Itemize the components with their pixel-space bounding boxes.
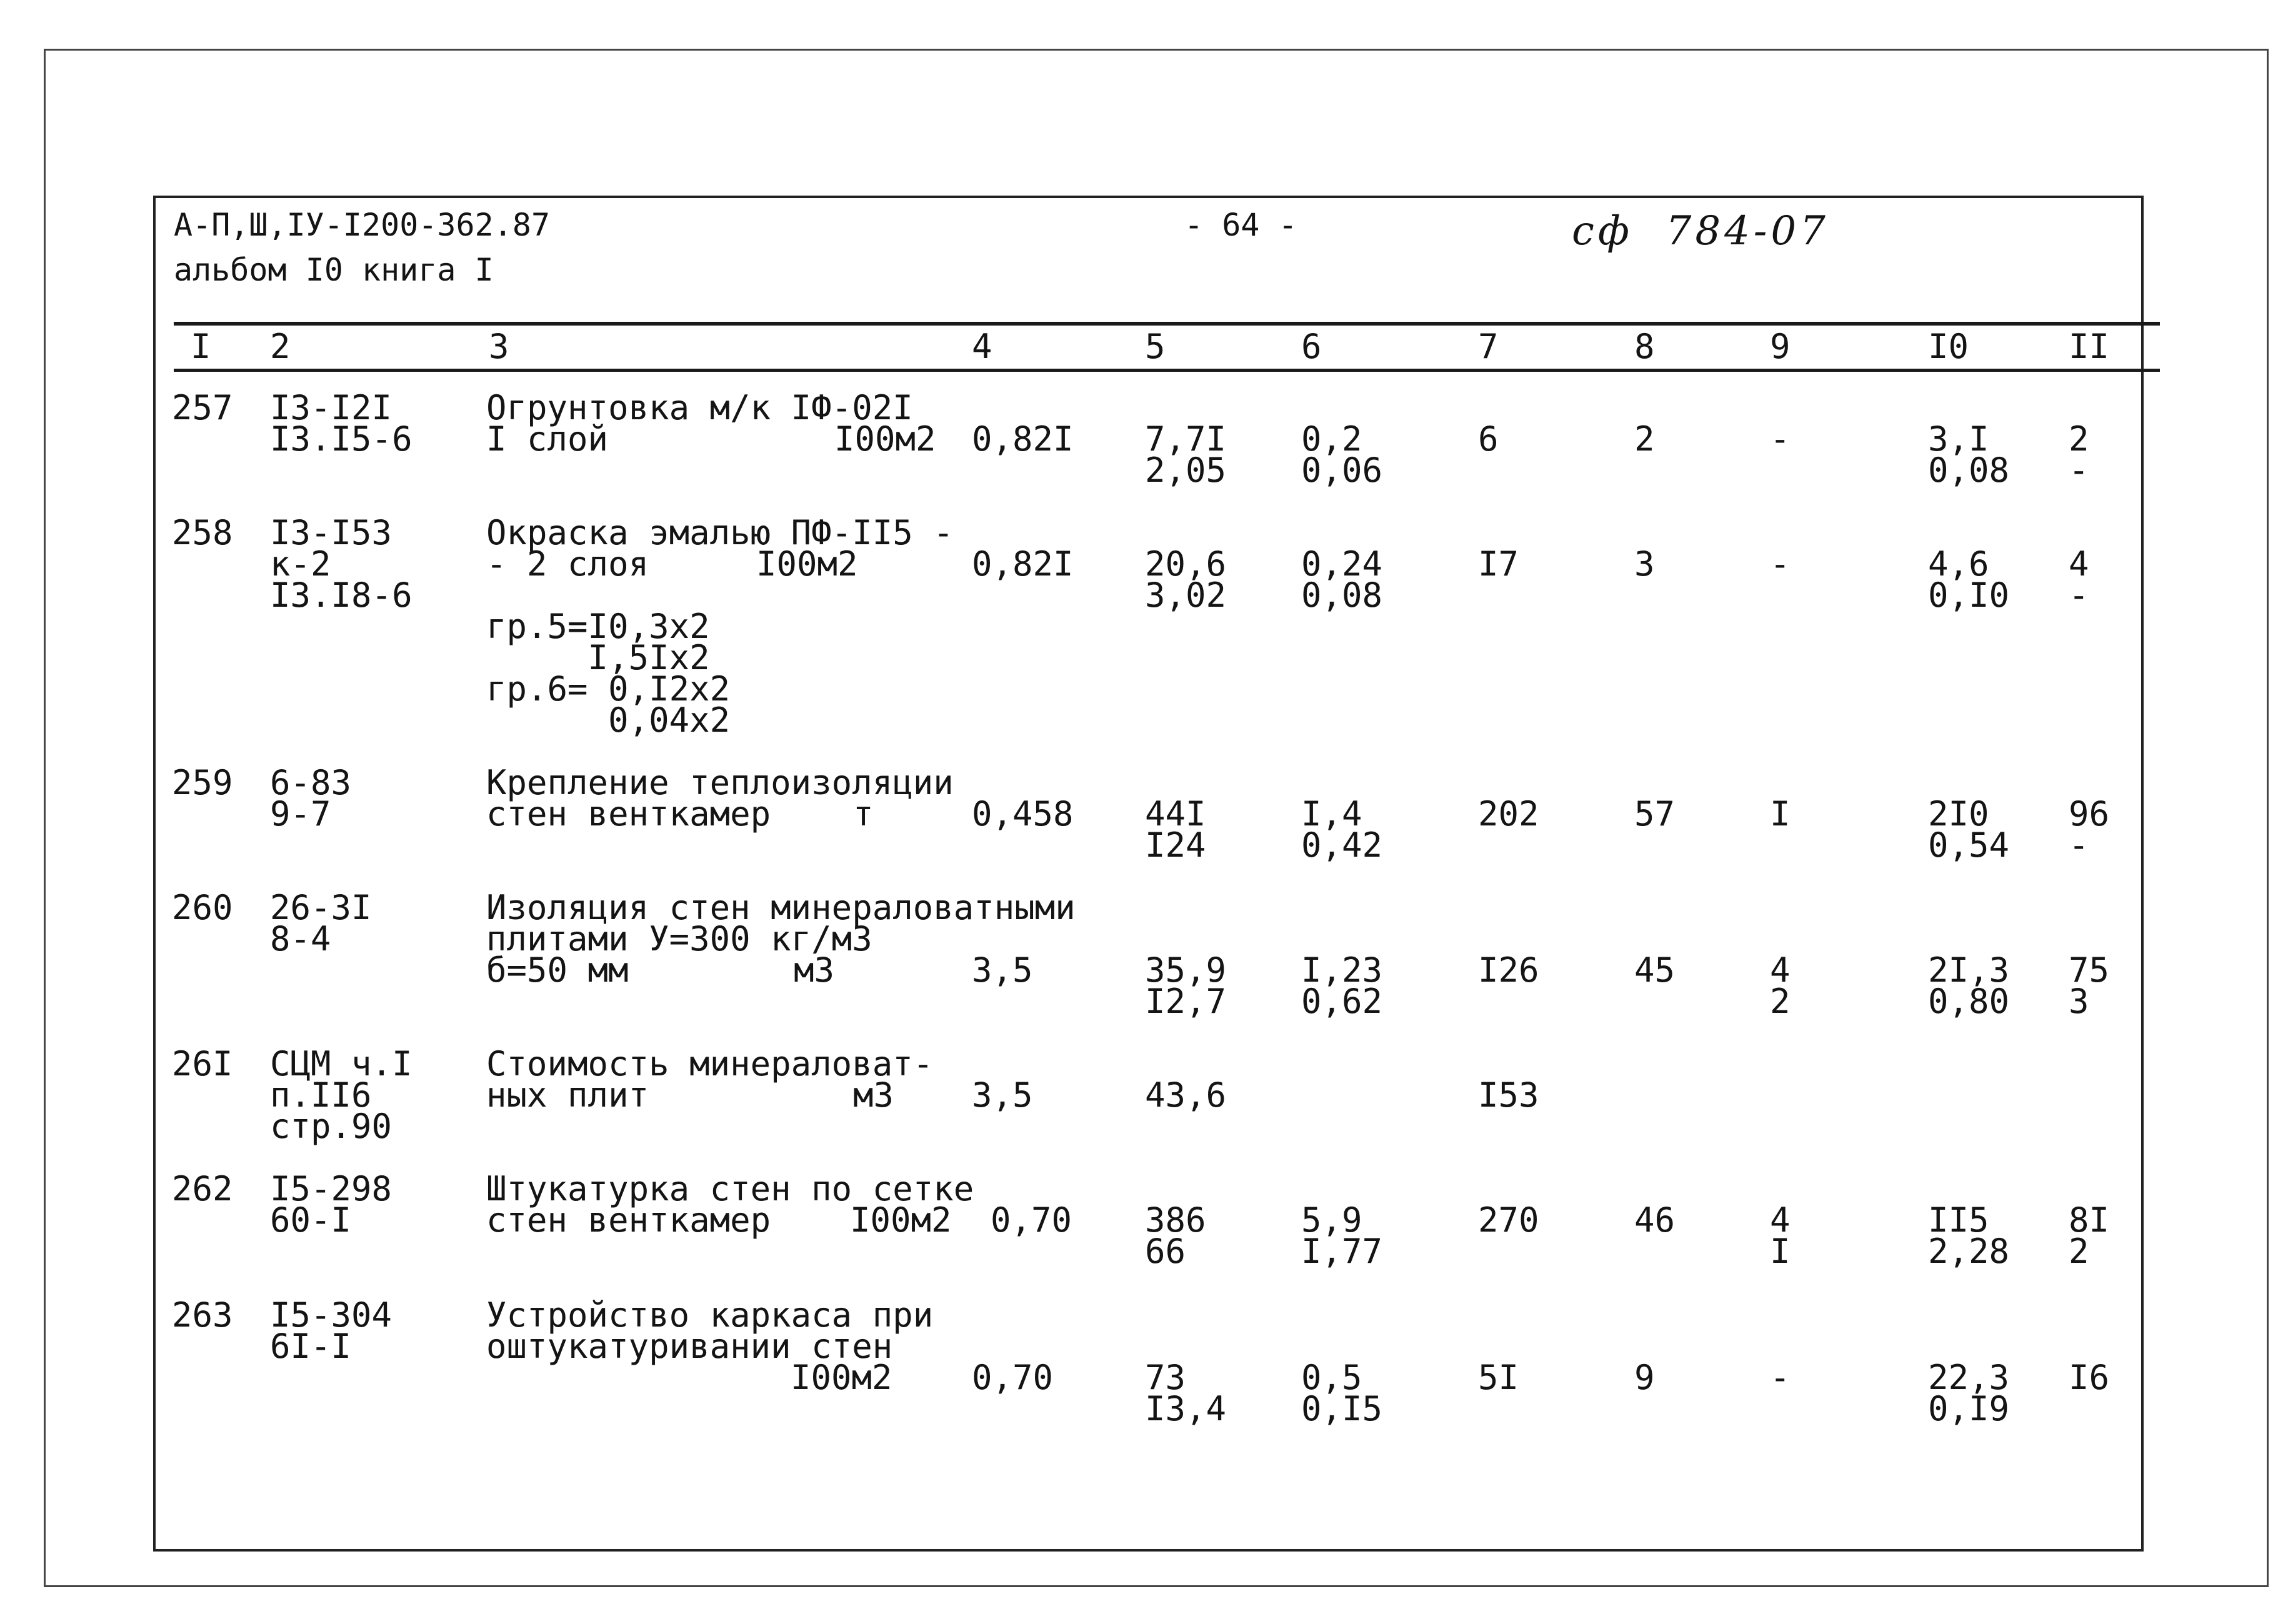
col-11: 8I 2 <box>2069 1200 2110 1271</box>
row-number: 26I <box>172 1044 233 1083</box>
col-5: 43,6 <box>1145 1075 1227 1115</box>
col-11: 96 - <box>2069 794 2110 865</box>
column-header: 4 <box>972 327 992 366</box>
work-description: Изоляция стен минераловатными плитами У=300 кг/м3 б=50 мм <box>486 888 1076 990</box>
page-number: - 64 - <box>1184 207 1297 243</box>
col-6: 0,24 0,08 <box>1301 544 1383 615</box>
column-header: 8 <box>1634 327 1655 366</box>
work-description: Окраска эмалью ПФ-II5 - - 2 слоя <box>486 513 954 584</box>
col-5: 73 I3,4 <box>1145 1358 1227 1428</box>
col-9: - <box>1770 419 1791 459</box>
col-8: 2 <box>1634 419 1655 459</box>
col-10: 22,3 0,I9 <box>1928 1358 2010 1428</box>
quantity: 0,70 <box>991 1200 1072 1240</box>
column-header: 9 <box>1770 327 1791 366</box>
col-7: I26 <box>1478 950 1539 990</box>
col-8: 45 <box>1634 950 1676 990</box>
column-header: I0 <box>1928 327 1969 366</box>
quantity: 0,82I <box>972 544 1074 584</box>
quantity: 0,82I <box>972 419 1074 459</box>
col-11: I6 <box>2069 1358 2110 1397</box>
col-10: 4,6 0,I0 <box>1928 544 2010 615</box>
col-7: 5I <box>1478 1358 1519 1397</box>
col-7: I53 <box>1478 1075 1539 1115</box>
unit: I00м2 <box>791 1358 892 1397</box>
col-5: 35,9 I2,7 <box>1145 950 1227 1021</box>
unit: м3 <box>853 1075 894 1115</box>
quantity: 3,5 <box>972 1075 1033 1115</box>
col-11: 4 - <box>2069 544 2089 615</box>
document-code: А-П,Ш,IУ-I200-362.87 <box>174 207 551 243</box>
work-description: Стоимость минераловат- ных плит <box>486 1044 934 1115</box>
norm-code: СЦМ ч.I п.II6 стр.90 <box>270 1044 412 1146</box>
col-9: - <box>1770 1358 1791 1397</box>
col-8: 57 <box>1634 794 1676 834</box>
col-10: 2I0 0,54 <box>1928 794 2010 865</box>
col-5: 44I I24 <box>1145 794 1206 865</box>
handwritten-note: сф 784-07 <box>1572 208 1829 254</box>
col-11: 75 3 <box>2069 950 2110 1021</box>
col-6: I,23 0,62 <box>1301 950 1383 1021</box>
row-number: 259 <box>172 763 233 802</box>
col-7: 6 <box>1478 419 1499 459</box>
col-10: II5 2,28 <box>1928 1200 2010 1271</box>
column-header: 6 <box>1301 327 1322 366</box>
norm-code: 26-3I 8-4 <box>270 888 372 959</box>
unit: м3 <box>794 950 835 990</box>
row-number: 260 <box>172 888 233 927</box>
norm-code: 6-83 9-7 <box>270 763 352 834</box>
col-9: - <box>1770 544 1791 584</box>
table-top-rule <box>174 322 2160 326</box>
col-5: 20,6 3,02 <box>1145 544 1227 615</box>
column-header: 7 <box>1478 327 1499 366</box>
col-8: 46 <box>1634 1200 1676 1240</box>
work-description: Крепление теплоизоляции стен венткамер <box>486 763 954 834</box>
quantity: 0,70 <box>972 1358 1054 1397</box>
norm-code: I5-304 6I-I <box>270 1295 392 1366</box>
col-10: 3,I 0,08 <box>1928 419 2010 490</box>
col-9: 4 2 <box>1770 950 1791 1021</box>
row-number: 263 <box>172 1295 233 1335</box>
row-number: 257 <box>172 388 233 427</box>
work-description: Огрунтовка м/к IФ-02I I слой <box>486 388 913 459</box>
col-6: 0,2 0,06 <box>1301 419 1383 490</box>
calculation-note: гр.5=I0,3x2 I,5Ix2 гр.6= 0,I2x2 0,04x2 <box>486 607 731 740</box>
col-6: 5,9 I,77 <box>1301 1200 1383 1271</box>
page-frame <box>153 196 2144 1552</box>
column-header: 2 <box>270 327 291 366</box>
table-header-rule <box>174 369 2160 372</box>
norm-code: I3-I53 к-2 I3.I8-6 <box>270 513 412 615</box>
row-number: 262 <box>172 1169 233 1208</box>
album-label: альбом I0 книга I <box>174 252 494 288</box>
col-6: 0,5 0,I5 <box>1301 1358 1383 1428</box>
norm-code: I5-298 60-I <box>270 1169 392 1240</box>
column-header: 5 <box>1145 327 1166 366</box>
row-number: 258 <box>172 513 233 552</box>
col-8: 9 <box>1634 1358 1655 1397</box>
col-10: 2I,3 0,80 <box>1928 950 2010 1021</box>
unit: I00м2 <box>756 544 858 584</box>
unit: I00м2 <box>834 419 936 459</box>
unit: I00м2 <box>850 1200 952 1240</box>
col-7: 202 <box>1478 794 1539 834</box>
col-11: 2 - <box>2069 419 2089 490</box>
column-header: 3 <box>489 327 509 366</box>
col-8: 3 <box>1634 544 1655 584</box>
col-7: 270 <box>1478 1200 1539 1240</box>
column-header: II <box>2069 327 2110 366</box>
col-5: 7,7I 2,05 <box>1145 419 1227 490</box>
norm-code: I3-I2I I3.I5-6 <box>270 388 412 459</box>
quantity: 0,458 <box>972 794 1074 834</box>
unit: т <box>853 794 874 834</box>
quantity: 3,5 <box>972 950 1033 990</box>
col-7: I7 <box>1478 544 1519 584</box>
col-6: I,4 0,42 <box>1301 794 1383 865</box>
col-9: I <box>1770 794 1791 834</box>
work-description: Устройство каркаса при оштукатуривании стен <box>486 1295 934 1366</box>
column-header: I <box>191 327 211 366</box>
col-9: 4 I <box>1770 1200 1791 1271</box>
work-description: Штукатурка стен по сетке стен венткамер <box>486 1169 974 1240</box>
col-5: 386 66 <box>1145 1200 1206 1271</box>
